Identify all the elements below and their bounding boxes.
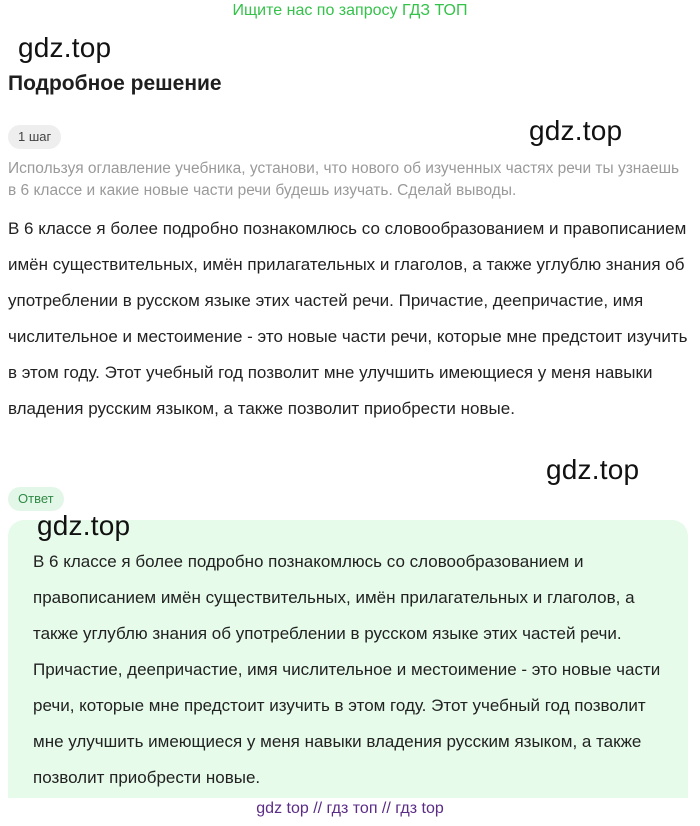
watermark-logo: gdz.top [529,115,623,146]
watermark-logo: gdz.top [546,454,640,485]
answer-badge: Ответ [8,487,64,511]
step-badge: 1 шаг [8,125,61,149]
answer-text: В 6 классе я более подробно познакомлюсь со словообразованием и правописанием имён существительных, имён прилагательных и глаголов, а также углублю знания об употреблении в русском языке этих частей речи. Причастие, деепричастие, имя числительное и местоимение - это новые части речи, которые мне предстоит изучить в этом году. Этот учебный год позволит мне улучшить имеющиеся у меня навыки владения русским языком, а также позволит приобрести новые. [33,552,661,787]
watermark-logo: gdz.top [37,510,131,541]
solution-text: В 6 классе я более подробно познакомлюсь со словообразованием и правописанием имён существительных, имён прилагательных и глаголов, а также углублю знания об употреблении в русском языке этих частей речи. Причастие, деепричастие, имя числительное и местоимение - это новые части речи, которые мне предстоит изучить в этом году. Этот учебный год позволит мне улучшить имеющиеся у меня навыки владения русским языком, а также позволит приобрести новые. [8,219,688,418]
watermark-logo: gdz.top [18,32,112,63]
search-banner: Ищите нас по запросу ГДЗ ТОП [232,2,468,19]
footer-watermark: gdz top // гдз топ // гдз top [256,800,444,817]
section-title: Подробное решение [8,72,222,95]
task-text: Используя оглавление учебника, установи, что нового об изученных частях речи ты узнаешь в 6 классе и какие новые части речи будешь изучать. Сделай выводы. [8,160,680,199]
